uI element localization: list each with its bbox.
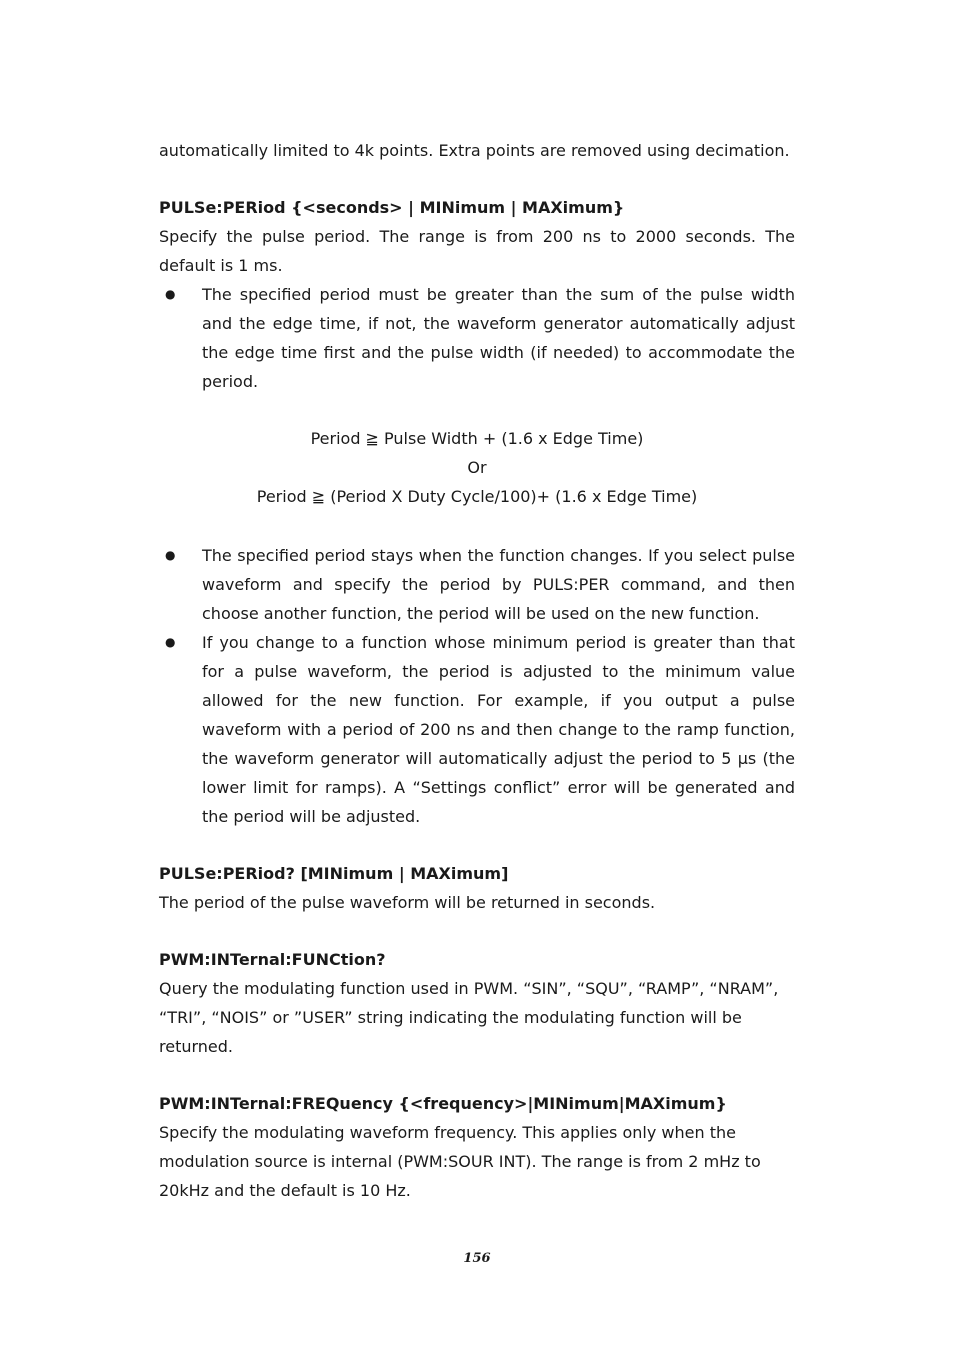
pwm-frequency-heading: PWM:INTernal:FREQuency {<frequency>|MINimum|MAXimum} <box>159 1094 727 1113</box>
period-query-description: The period of the pulse waveform will be returned in seconds. <box>159 893 656 912</box>
period-bullet-list-2 <box>159 541 795 831</box>
period-formula-1: Period ≧ Pulse Width + (1.6 x Edge Time) <box>310 429 644 448</box>
period-query-heading: PULSe:PERiod? [MINimum | MAXimum] <box>159 864 509 883</box>
bullet-icon: ● <box>165 635 176 649</box>
bullet-text: The specified period must be greater than the sum of the pulse width and the edge time, if not, the waveform generator automatically adjust the edge time first and the pulse width (if needed) to accommodate the period. <box>202 285 795 391</box>
period-bullet-list-1 <box>159 280 795 396</box>
pwm-function-description: Query the modulating function used in PWM. “SIN”, “SQU”, “RAMP”, “NRAM”, “TRI”, “NOIS” or ”USER” string indicating the modulating function will be returned. <box>159 979 779 1056</box>
page-content <box>159 136 795 1205</box>
bullet-text: If you change to a function whose minimum period is greater than that for a pulse waveform, the period is adjusted to the minimum value allowed for the new function. For example, if you output a pulse waveform with a period of 200 ns and then change to the ramp function, the waveform generator will automatically adjust the period to 5 µs (the lower limit for ramps). A “Settings conflict” error will be generated and the period will be adjusted. <box>202 633 795 826</box>
period-formula-2: Period ≧ (Period X Duty Cycle/100)+ (1.6 x Edge Time) <box>256 487 698 506</box>
bullet-icon: ● <box>165 287 176 301</box>
bullet-icon: ● <box>165 548 176 562</box>
list-item <box>159 628 795 831</box>
period-formula-or: Or <box>467 458 487 477</box>
period-command-heading: PULSe:PERiod {<seconds> | MINimum | MAXimum} <box>159 198 625 217</box>
bullet-text: The specified period stays when the function changes. If you select pulse waveform and specify the period by PULS:PER command, and then choose another function, the period will be used on the new function. <box>202 546 795 623</box>
list-item <box>159 280 795 396</box>
pwm-frequency-description: Specify the modulating waveform frequency. This applies only when the modulation source is internal (PWM:SOUR INT). The range is from 2 mHz to 20kHz and the default is 10 Hz. <box>159 1123 761 1200</box>
page-number: 156 <box>463 1251 491 1266</box>
intro-line: automatically limited to 4k points. Extra points are removed using decimation. <box>159 141 790 160</box>
period-description: Specify the pulse period. The range is from 200 ns to 2000 seconds. The default is 1 ms. <box>159 227 795 275</box>
pwm-function-heading: PWM:INTernal:FUNCtion? <box>159 950 386 969</box>
list-item <box>159 541 795 628</box>
